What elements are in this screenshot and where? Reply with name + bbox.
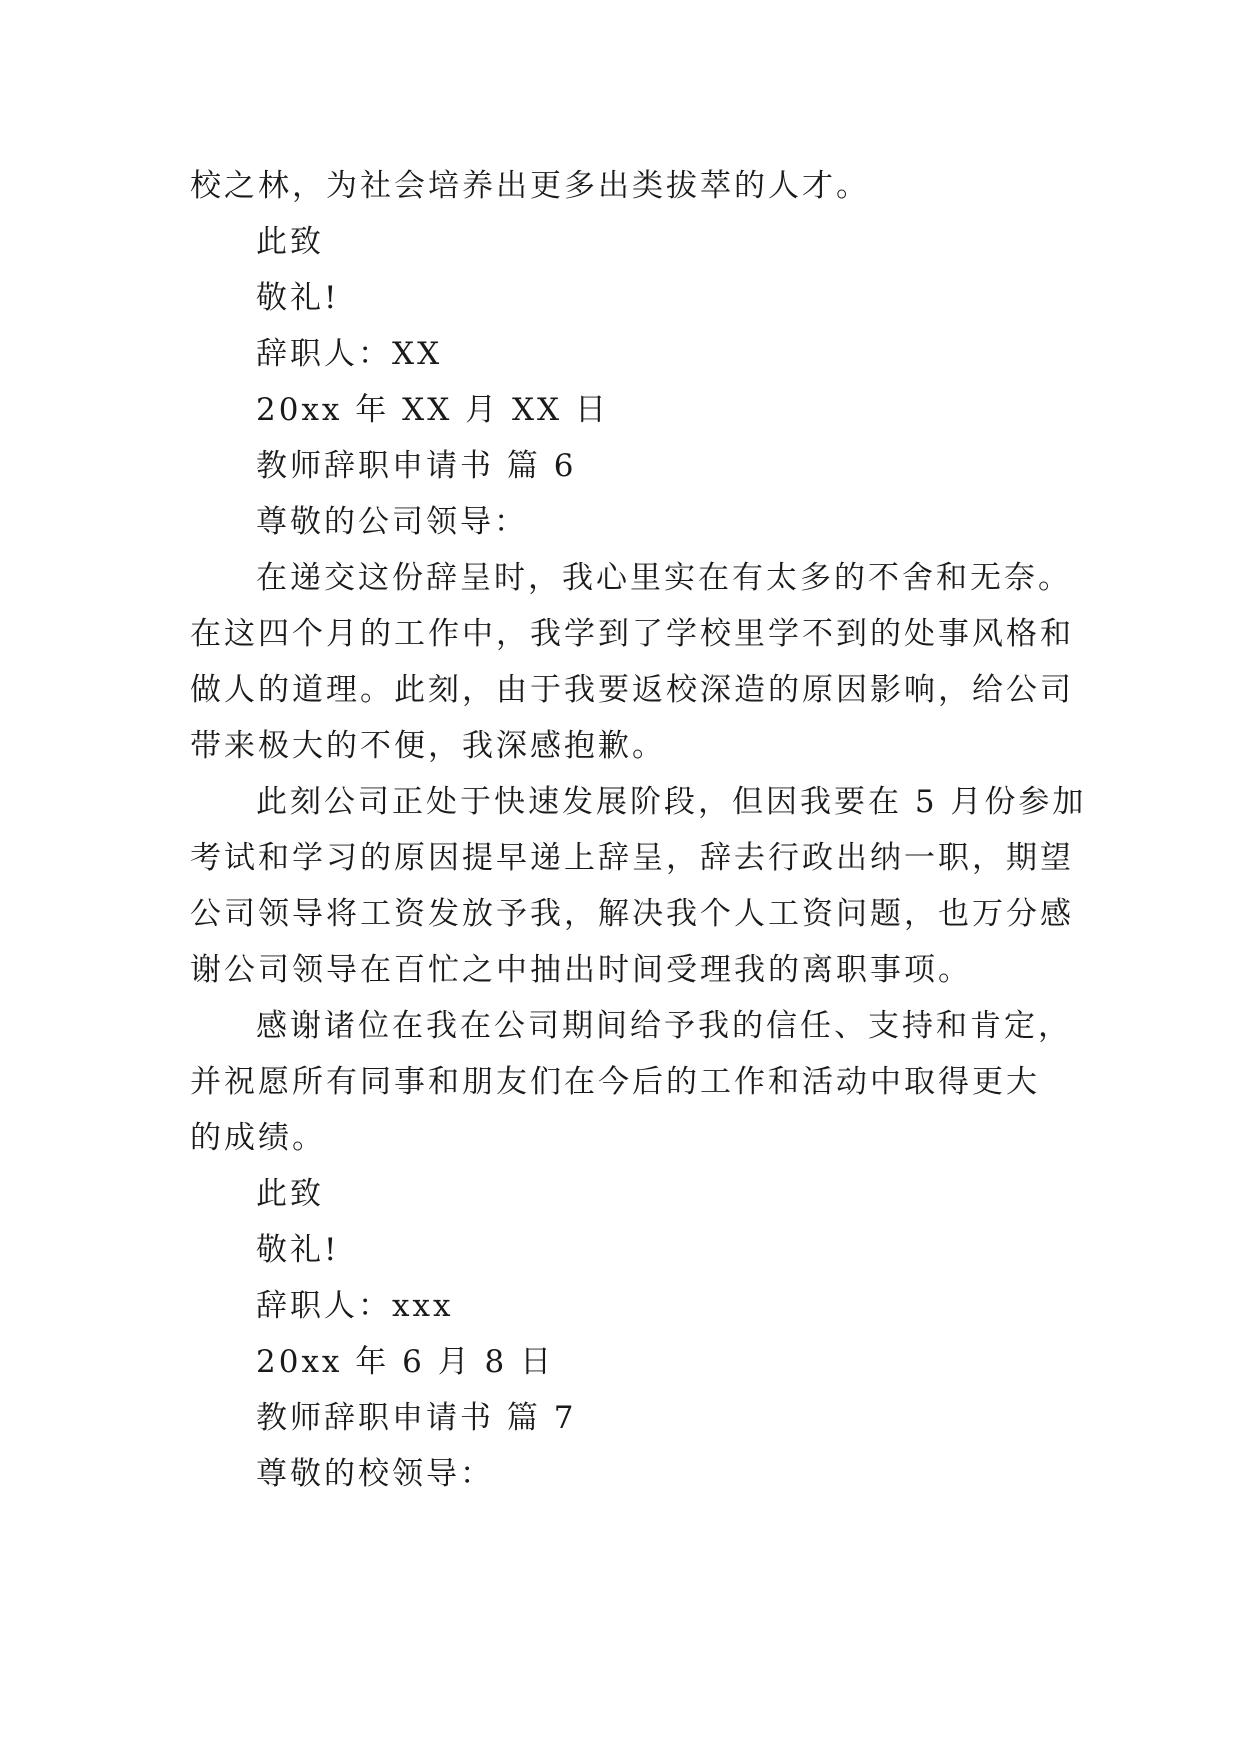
paragraph-line: 做人的道理。此刻，由于我要返校深造的原因影响，给公司 [190, 672, 1074, 708]
paragraph-line: 公司领导将工资发放予我，解决我个人工资问题，也万分感 [190, 896, 1074, 932]
paragraph-line: 带来极大的不便，我深感抱歉。 [190, 728, 666, 764]
paragraph-line: 并祝愿所有同事和朋友们在今后的工作和活动中取得更大 [190, 1064, 1040, 1100]
section-title: 教师辞职申请书 篇 6 [256, 448, 577, 484]
closing-salutation: 此致 [256, 1176, 324, 1212]
closing-regards: 敬礼! [256, 280, 340, 316]
paragraph-line: 在递交这份辞呈时，我心里实在有太多的不舍和无奈。 [256, 560, 1072, 596]
greeting-line: 尊敬的公司领导： [256, 504, 528, 540]
paragraph-line: 的成绩。 [190, 1120, 326, 1156]
paragraph-line: 感谢诸位在我在公司期间给予我的信任、支持和肯定， [256, 1008, 1072, 1044]
paragraph-line: 在这四个月的工作中，我学到了学校里学不到的处事风格和 [190, 616, 1074, 652]
closing-salutation: 此致 [256, 224, 324, 260]
paragraph-line: 此刻公司正处于快速发展阶段，但因我要在 5 月份参加 [256, 784, 1087, 820]
paragraph-line: 校之林，为社会培养出更多出类拔萃的人才。 [190, 168, 870, 204]
paragraph-line: 考试和学习的原因提早递上辞呈，辞去行政出纳一职，期望 [190, 840, 1074, 876]
paragraph-line: 谢公司领导在百忙之中抽出时间受理我的离职事项。 [190, 952, 972, 988]
signature-line: 辞职人：XX [256, 336, 443, 372]
section-title: 教师辞职申请书 篇 7 [256, 1400, 577, 1436]
signature-line: 辞职人：xxx [256, 1288, 454, 1324]
date-line: 20xx 年 6 月 8 日 [256, 1344, 555, 1380]
greeting-line: 尊敬的校领导： [256, 1456, 494, 1492]
closing-regards: 敬礼! [256, 1232, 340, 1268]
date-line: 20xx 年 XX 月 XX 日 [256, 392, 609, 428]
